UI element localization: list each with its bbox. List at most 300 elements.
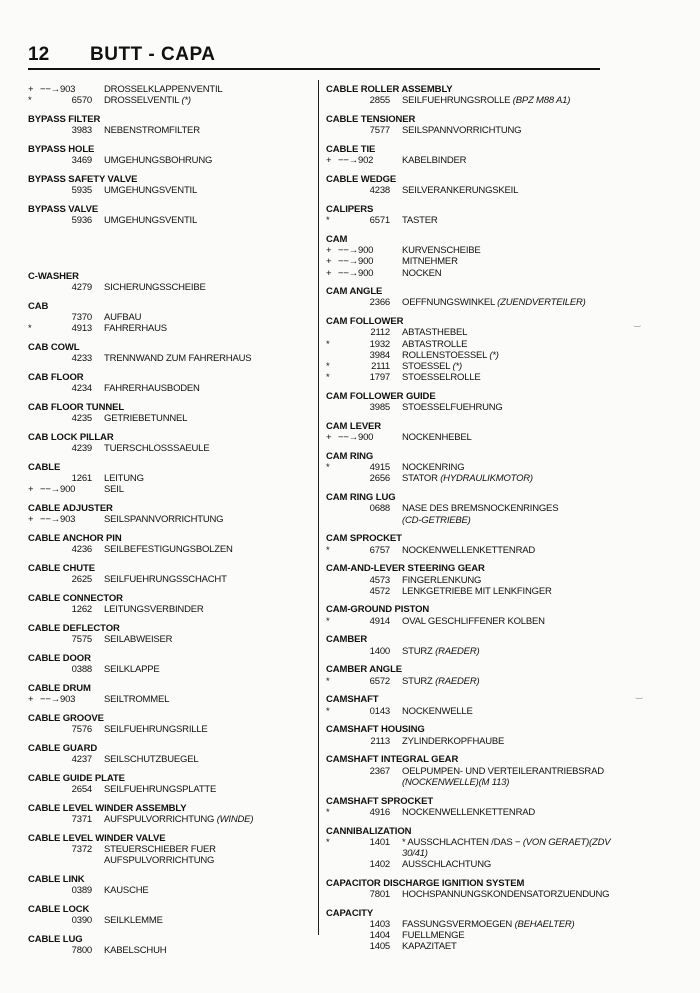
- translation-text: MITNEHMER: [402, 256, 458, 268]
- translation-text: KAUSCHE: [104, 885, 149, 897]
- translation-note: (CD-GETRIEBE): [402, 514, 471, 526]
- entry-translation: [104, 215, 197, 226]
- entry-marker: *: [28, 95, 32, 107]
- entry-translation: [402, 930, 464, 941]
- entry-row: [326, 155, 616, 166]
- dictionary-entry: [326, 754, 616, 788]
- entry-marker: *: [326, 544, 330, 556]
- entry-translation: [402, 339, 467, 350]
- entry-code: 2855: [369, 95, 390, 107]
- dictionary-entry: [28, 84, 313, 106]
- entry-row: [326, 807, 616, 818]
- entry-term: CABLE TIE: [326, 143, 376, 155]
- entry-row: [28, 814, 313, 825]
- entry-code: 1403: [369, 919, 390, 931]
- entry-term: CAM LEVER: [326, 420, 382, 432]
- entry-code: 4237: [71, 754, 92, 766]
- entry-row: [326, 185, 616, 196]
- translation-text: SEILBEFESTIGUNGSBOLZEN: [104, 544, 233, 556]
- entry-marker: *: [326, 338, 330, 350]
- translation-text: FASSUNGSVERMOEGEN: [402, 919, 513, 931]
- translation-text: KABELSCHUH: [104, 945, 167, 957]
- translation-text: SEILFUEHRUNGSSCHACHT: [104, 574, 227, 586]
- entry-code: 1261: [71, 473, 92, 485]
- entry-term: CABLE LOCK: [28, 904, 90, 916]
- translation-text: AUSSCHLACHTUNG: [402, 859, 492, 871]
- entry-code: −−→902: [338, 155, 374, 167]
- translation-text: STOESSELFUEHRUNG: [402, 402, 503, 414]
- translation-text: TASTER: [402, 215, 438, 227]
- entry-term: CABLE GUIDE PLATE: [28, 773, 125, 785]
- translation-text: NOCKENWELLENKETTENRAD: [402, 806, 536, 818]
- dictionary-entry: [326, 286, 616, 308]
- entry-row: [326, 545, 616, 556]
- entry-code: 4913: [71, 323, 92, 335]
- entry-row: [28, 312, 313, 323]
- translation-text: STOESSELROLLE: [402, 372, 481, 384]
- dictionary-entry: [28, 372, 313, 394]
- entry-row: [326, 256, 616, 267]
- translation-text: STURZ: [402, 675, 433, 687]
- dictionary-entry: [326, 391, 616, 413]
- translation-text: AUFSPULVORRICHTUNG: [104, 855, 215, 867]
- dictionary-entry: [28, 653, 313, 675]
- translation-text: KURVENSCHEIBE: [402, 245, 481, 257]
- entry-translation: [402, 919, 574, 930]
- translation-note: (*): [181, 95, 191, 107]
- page-header: [28, 42, 600, 70]
- entry-code: −−→900: [338, 432, 374, 444]
- entry-code: 4573: [369, 574, 390, 586]
- translation-text: OVAL GESCHLIFFENER KOLBEN: [402, 615, 545, 627]
- entry-term: CAM SPROCKET: [326, 533, 402, 545]
- entry-code: 5935: [71, 185, 92, 197]
- dictionary-entry: [326, 664, 616, 686]
- entry-translation: [104, 885, 149, 896]
- dictionary-entry: [326, 421, 616, 443]
- entry-term: CAM FOLLOWER GUIDE: [326, 391, 436, 402]
- entry-row: [326, 837, 616, 848]
- dictionary-entry: [28, 503, 313, 525]
- entry-row: [326, 586, 616, 597]
- margin-mark: ‿: [636, 690, 643, 699]
- translation-text: ZYLINDERKOPFHAUBE: [402, 735, 505, 747]
- entry-row: [326, 95, 616, 106]
- translation-note: (ZUENDVERTEILER): [497, 297, 586, 309]
- entry-row: [326, 889, 616, 900]
- entry-row: [28, 323, 313, 334]
- entry-translation: [104, 664, 160, 675]
- margin-mark: ‿: [634, 318, 641, 327]
- entry-marker: +: [326, 245, 332, 257]
- entry-marker: *: [28, 323, 32, 335]
- entry-code: 0688: [369, 503, 390, 515]
- dictionary-entry: [28, 623, 313, 645]
- entry-term: CAPACITOR DISCHARGE IGNITION SYSTEM: [326, 877, 525, 889]
- entry-continuation: [326, 848, 616, 859]
- translation-text: UMGEHUNGSBOHRUNG: [104, 155, 213, 167]
- dictionary-entry: [28, 301, 313, 335]
- dictionary-entry: [28, 904, 313, 926]
- entry-row: [326, 616, 616, 627]
- entry-code: 6572: [369, 675, 390, 687]
- entry-code: 6571: [369, 215, 390, 227]
- entry-term: CALIPERS: [326, 203, 374, 215]
- entry-translation: [402, 350, 499, 361]
- entry-translation: [402, 245, 481, 256]
- translation-text: TUERSCHLOSSSAEULE: [104, 443, 210, 455]
- dictionary-entry: [326, 174, 616, 196]
- entry-row: [28, 84, 313, 95]
- entry-translation: [104, 155, 212, 166]
- translation-text: SEILKLAPPE: [104, 664, 160, 676]
- translation-text: LEITUNGSVERBINDER: [104, 604, 204, 616]
- entry-marker: +: [28, 484, 34, 496]
- entry-marker: *: [326, 462, 330, 474]
- entry-row: [326, 125, 616, 136]
- dictionary-entry: [326, 826, 616, 871]
- entry-code: 1404: [369, 930, 390, 942]
- entry-code: 5936: [71, 215, 92, 227]
- entry-translation: [402, 889, 609, 900]
- entry-code: −−→903: [40, 514, 76, 526]
- entry-term: CABLE LEVEL WINDER VALVE: [28, 833, 166, 844]
- translation-text: NOCKENWELLENKETTENRAD: [402, 544, 536, 556]
- dictionary-entry: [28, 533, 313, 555]
- entry-translation: [104, 185, 197, 196]
- translation-note: (BEHAELTER): [514, 919, 575, 931]
- entry-code: 3983: [71, 125, 92, 137]
- dictionary-entry: [326, 144, 616, 166]
- entry-term: CABLE DEFLECTOR: [28, 623, 120, 635]
- dictionary-entry: [28, 743, 313, 765]
- dictionary-entry: [326, 908, 616, 953]
- entry-marker: *: [326, 705, 330, 717]
- translation-text: LEITUNG: [104, 473, 144, 485]
- entry-term: CABLE: [28, 462, 61, 473]
- translation-text: OEFFNUNGSWINKEL: [402, 297, 495, 309]
- entry-term: CABLE TENSIONER: [326, 113, 416, 125]
- translation-text: NOCKEN: [402, 267, 442, 279]
- entry-term: CAM RING LUG: [326, 492, 396, 504]
- entry-translation: [402, 473, 533, 484]
- entry-marker: +: [326, 267, 332, 279]
- entry-translation: [402, 215, 438, 226]
- entry-row: [28, 155, 313, 166]
- translation-text: FINGERLENKUNG: [402, 574, 482, 586]
- translation-text: DROSSELKLAPPENVENTIL: [104, 84, 223, 95]
- translation-text: NOCKENRING: [402, 462, 465, 474]
- entry-translation: [402, 256, 458, 267]
- translation-text: STEUERSCHIEBER FUER: [104, 844, 216, 856]
- entry-code: −−→900: [40, 484, 76, 496]
- entry-code: 4914: [369, 615, 390, 627]
- dictionary-entry: [326, 234, 616, 279]
- entry-translation: [402, 676, 479, 687]
- entry-code: 2367: [369, 765, 390, 777]
- translation-text: STURZ: [402, 645, 433, 657]
- entry-code: 2625: [71, 574, 92, 586]
- entry-term: CAB COWL: [28, 342, 80, 354]
- entry-translation: [104, 383, 200, 394]
- entry-row: [326, 215, 616, 226]
- entry-code: 1400: [369, 645, 390, 657]
- entry-translation: [402, 372, 481, 383]
- entry-marker: *: [326, 215, 330, 227]
- dictionary-entry: [326, 316, 616, 383]
- entry-translation: [402, 837, 610, 848]
- translation-text: SEILVERANKERUNGSKEIL: [402, 185, 519, 197]
- entry-row: [28, 383, 313, 394]
- entry-row: [28, 473, 313, 484]
- dictionary-entry: [326, 563, 616, 597]
- entry-row: [28, 634, 313, 645]
- entry-marker: +: [326, 432, 332, 444]
- entry-translation: [402, 859, 491, 870]
- translation-note: 30/41): [402, 847, 428, 859]
- entry-translation: [104, 724, 208, 735]
- translation-text: ABTASTHEBEL: [402, 327, 468, 339]
- entry-translation: [402, 125, 521, 136]
- entry-translation: [104, 95, 191, 106]
- dictionary-entry: [28, 874, 313, 896]
- entry-row: [326, 676, 616, 687]
- entry-term: CABLE GROOVE: [28, 713, 104, 725]
- entry-translation: [402, 327, 467, 338]
- dictionary-entry: [28, 342, 313, 364]
- entry-code: 7801: [369, 889, 390, 901]
- entry-row: [28, 282, 313, 293]
- entry-term: CABLE LEVEL WINDER ASSEMBLY: [28, 803, 187, 815]
- entry-code: 2112: [370, 327, 390, 339]
- entry-code: 7800: [71, 945, 92, 957]
- translation-text: NOCKENWELLE: [402, 705, 473, 717]
- entry-term: CABLE ROLLER ASSEMBLY: [326, 84, 453, 95]
- dictionary-entry: [28, 833, 313, 867]
- entry-row: [28, 484, 313, 495]
- entry-term: CAMBER ANGLE: [326, 664, 403, 676]
- entry-term: CABLE GUARD: [28, 743, 98, 755]
- entry-term: CABLE LINK: [28, 874, 85, 886]
- entry-code: 0390: [71, 915, 92, 927]
- entry-translation: [402, 706, 473, 717]
- entry-translation: [104, 473, 144, 484]
- entry-code: 7372: [71, 844, 92, 856]
- translation-note: (RAEDER): [435, 675, 480, 687]
- dictionary-entry: [326, 204, 616, 226]
- translation-text: STATOR: [402, 473, 438, 485]
- entry-code: 1797: [369, 372, 390, 384]
- entry-code: −−→903: [40, 84, 76, 95]
- entry-code: 4235: [71, 413, 92, 425]
- translation-text: SEILSPANNVORRICHTUNG: [104, 514, 224, 526]
- translation-text: ABTASTROLLE: [402, 338, 468, 350]
- entry-term: CAM-GROUND PISTON: [326, 604, 430, 616]
- entry-code: 2656: [369, 473, 390, 485]
- entry-row: [326, 327, 616, 338]
- translation-note: (WINDE): [216, 814, 254, 826]
- entry-row: [28, 353, 313, 364]
- dictionary-entry: [326, 604, 616, 626]
- entry-code: 1401: [369, 836, 390, 848]
- entry-row: [326, 736, 616, 747]
- entry-code: 7370: [71, 312, 92, 324]
- entry-marker: +: [28, 514, 34, 526]
- entry-term: CAPACITY: [326, 907, 374, 919]
- entry-row: [28, 664, 313, 675]
- entry-code: 2366: [369, 297, 390, 309]
- translation-note: (BPZ M88 A1): [512, 95, 571, 107]
- translation-note: (RAEDER): [435, 645, 480, 657]
- entry-row: [326, 361, 616, 372]
- entry-translation: [104, 574, 227, 585]
- entry-translation: [402, 646, 479, 657]
- entry-term: CABLE ANCHOR PIN: [28, 533, 122, 545]
- entry-row: [326, 706, 616, 717]
- entry-row: [326, 339, 616, 350]
- translation-text: * AUSSCHLACHTEN /DAS −: [402, 836, 521, 848]
- entry-code: 3469: [71, 155, 92, 167]
- entry-term: CAB FLOOR TUNNEL: [28, 402, 125, 414]
- entry-translation: [402, 297, 586, 308]
- entry-row: [326, 859, 616, 870]
- dictionary-entry: [28, 683, 313, 705]
- translation-text: KABELBINDER: [402, 155, 467, 167]
- entry-translation: [402, 807, 535, 818]
- entry-translation: [104, 443, 209, 454]
- dictionary-entry: [28, 773, 313, 795]
- translation-text: SEILFUEHRUNGSPLATTE: [104, 784, 217, 796]
- entry-translation: [402, 185, 518, 196]
- entry-row: [326, 919, 616, 930]
- entry-code: 4915: [369, 462, 390, 474]
- entry-row: [28, 514, 313, 525]
- entry-term: CAM ANGLE: [326, 286, 383, 298]
- entry-marker: *: [326, 675, 330, 687]
- entry-code: 4572: [369, 585, 390, 597]
- entry-row: [28, 574, 313, 585]
- entry-translation: [402, 503, 558, 514]
- dictionary-entry: [28, 114, 313, 136]
- translation-text: AUFSPULVORRICHTUNG: [104, 814, 215, 826]
- translation-note: (NOCKENWELLE)(M 113): [402, 776, 510, 788]
- dictionary-entry: [326, 492, 616, 526]
- translation-text: SEILSPANNVORRICHTUNG: [402, 125, 522, 137]
- translation-note: (*): [452, 361, 462, 373]
- translation-text: DROSSELVENTIL: [104, 95, 180, 107]
- column-divider: [318, 80, 319, 935]
- entry-row: [28, 694, 313, 705]
- entry-code: 1402: [369, 859, 390, 871]
- entry-translation: [402, 736, 504, 747]
- entry-code: 1932: [369, 338, 390, 350]
- entry-term: BYPASS FILTER: [28, 113, 101, 125]
- translation-note: (*): [489, 349, 499, 361]
- entry-code: 7575: [71, 634, 92, 646]
- entry-row: [326, 575, 616, 586]
- entry-term: BYPASS VALVE: [28, 203, 99, 215]
- entry-marker: +: [28, 694, 34, 706]
- entry-code: 4239: [71, 443, 92, 455]
- entry-code: 1262: [71, 604, 92, 616]
- entry-code: −−→900: [338, 256, 374, 268]
- entry-translation: [402, 616, 545, 627]
- dictionary-entry: [326, 451, 616, 485]
- translation-text: STOESSEL: [402, 361, 451, 373]
- entry-code: 7577: [369, 125, 390, 137]
- translation-text: ROLLENSTOESSEL: [402, 349, 487, 361]
- entry-term: CAM FOLLOWER: [326, 316, 404, 328]
- entry-row: [326, 402, 616, 413]
- entry-continuation: [28, 855, 313, 866]
- entry-translation: [402, 155, 466, 166]
- entry-row: [326, 473, 616, 484]
- entry-term: BYPASS SAFETY VALVE: [28, 173, 138, 185]
- entry-translation: [402, 941, 457, 952]
- dictionary-entry: [28, 271, 313, 293]
- entry-term: CABLE WEDGE: [326, 173, 397, 185]
- entry-row: [28, 784, 313, 795]
- translation-text: HOCHSPANNUNGSKONDENSATORZUENDUNG: [402, 889, 610, 901]
- dictionary-entry: [326, 724, 616, 746]
- entry-row: [28, 215, 313, 226]
- translation-text: SICHERUNGSSCHEIBE: [104, 282, 206, 294]
- left-column: [28, 84, 313, 964]
- dictionary-entry: [28, 803, 313, 825]
- entry-code: −−→900: [338, 267, 374, 279]
- dictionary-entry: [28, 432, 313, 454]
- dictionary-entry: [326, 796, 616, 818]
- dictionary-entry: [28, 593, 313, 615]
- dictionary-entry: [28, 462, 313, 496]
- translation-text: SEILKLEMME: [104, 915, 163, 927]
- entry-translation: [104, 544, 233, 555]
- entry-term: CABLE LUG: [28, 934, 83, 946]
- blank-gap: [28, 234, 313, 271]
- entry-row: [28, 544, 313, 555]
- entry-code: 4234: [71, 383, 92, 395]
- entry-term: CAB: [28, 300, 49, 312]
- dictionary-entry: [326, 634, 616, 656]
- translation-text: TRENNWAND ZUM FAHRERHAUS: [104, 353, 252, 365]
- entry-row: [326, 462, 616, 473]
- entry-marker: *: [326, 361, 330, 373]
- entry-term: CAMBER: [326, 634, 368, 646]
- entry-row: [28, 945, 313, 956]
- dictionary-entry: [326, 114, 616, 136]
- entry-translation: [104, 282, 206, 293]
- entry-row: [326, 268, 616, 279]
- entry-code: 4279: [71, 282, 92, 294]
- entry-term: CAB FLOOR: [28, 372, 84, 384]
- entry-marker: +: [28, 84, 34, 95]
- dictionary-entry: [28, 402, 313, 424]
- entry-row: [28, 95, 313, 106]
- dictionary-entry: [28, 204, 313, 226]
- entry-translation: [104, 84, 223, 95]
- entry-code: 0389: [71, 885, 92, 897]
- entry-row: [28, 443, 313, 454]
- entry-translation: [402, 361, 462, 372]
- entry-translation: [104, 814, 253, 825]
- entry-translation: [104, 915, 163, 926]
- entry-code: 7371: [71, 814, 92, 826]
- dictionary-entry: [326, 84, 616, 106]
- entry-row: [28, 844, 313, 855]
- entry-translation: [104, 694, 169, 705]
- entry-term: BYPASS HOLE: [28, 143, 95, 155]
- page-number: 12: [28, 44, 50, 65]
